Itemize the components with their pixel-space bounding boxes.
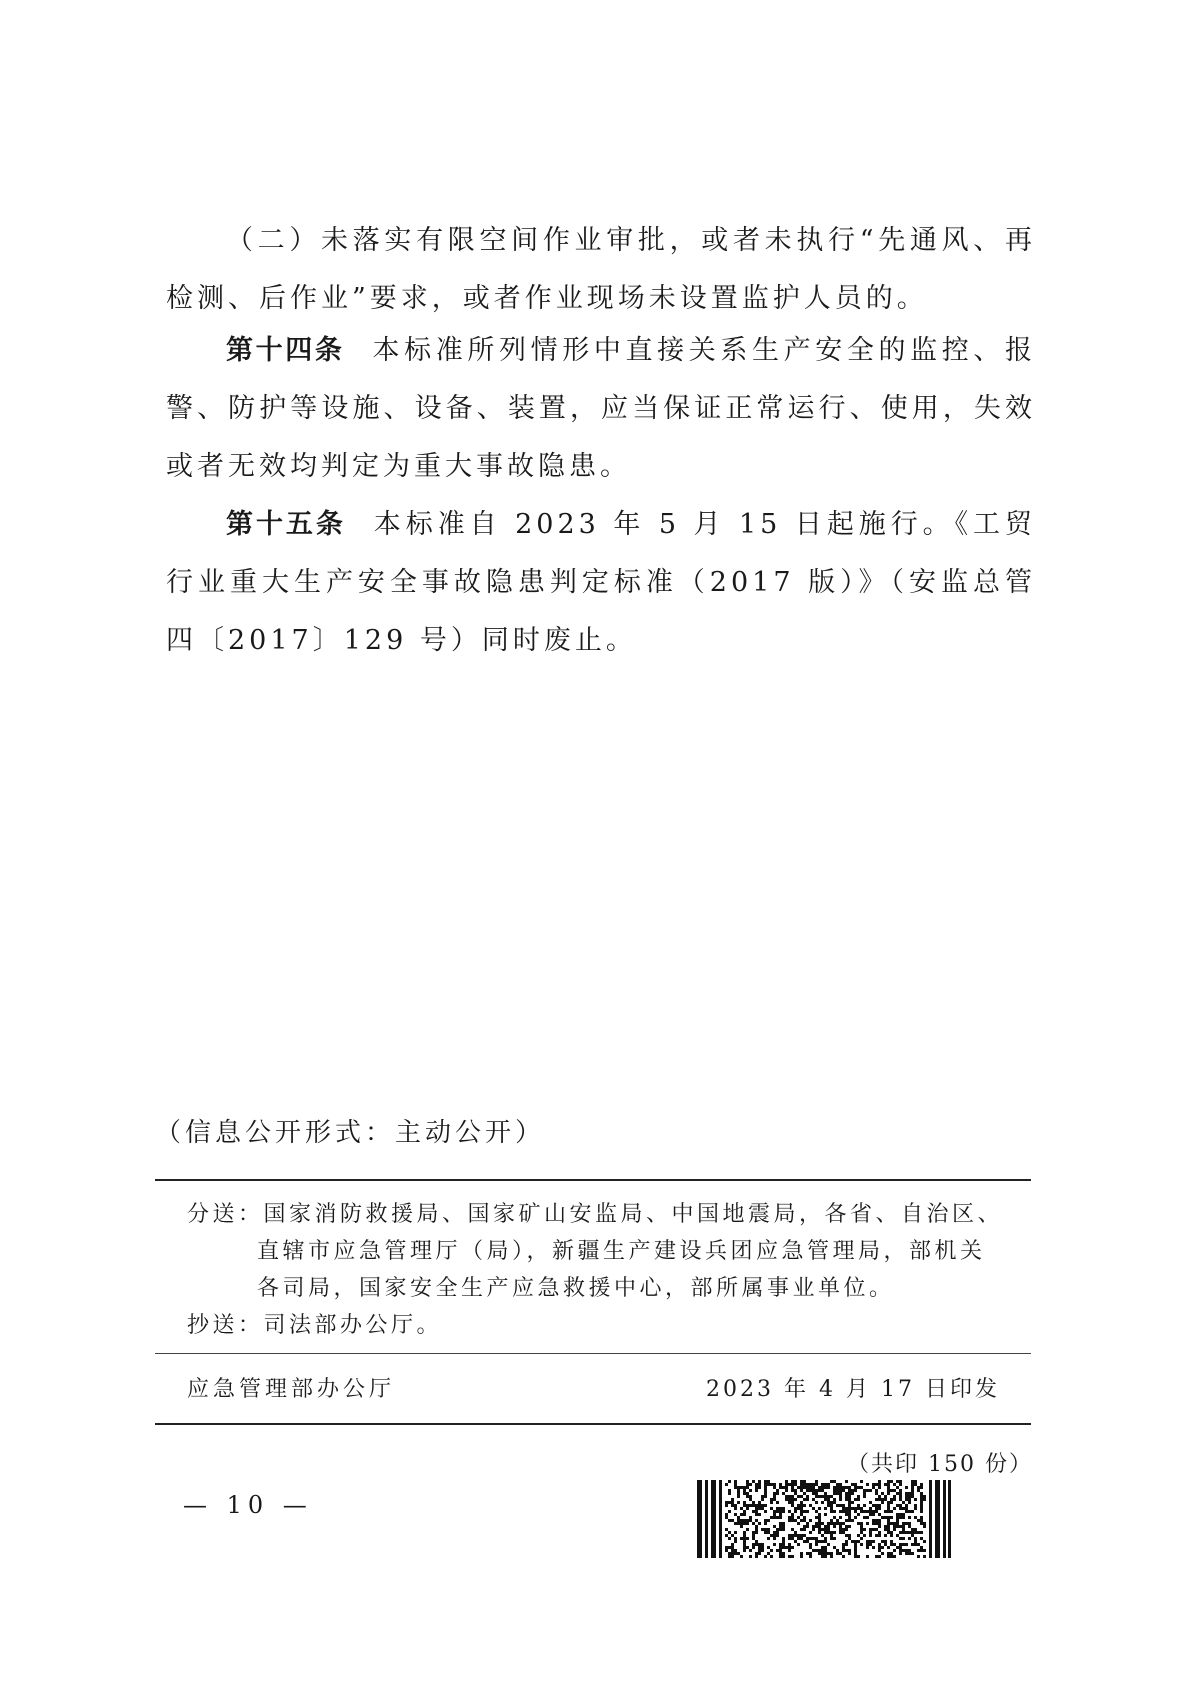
cc-line: 抄送：司法部办公厅。 <box>187 1313 443 1338</box>
divider-top <box>155 1179 1031 1181</box>
disclosure-note: （信息公开形式：主动公开） <box>155 1118 546 1148</box>
article-14-title: 第十四条 <box>226 335 345 366</box>
divider-bottom <box>155 1423 1031 1425</box>
article-14 <box>166 322 1036 496</box>
paragraph-item-2: （二）未落实有限空间作业审批，或者未执行“先通风、再检测、后作业”要求，或者作业现场未设置监护人员的。 <box>166 225 1036 314</box>
issue-date: 2023 年 4 月 17 日印发 <box>706 1377 1000 1402</box>
article-14-text: 本标准所列情形中直接关系生产安全的监控、报警、防护等设施、设备、装置，应当保证正常运行、使用，失效或者无效均判定为重大事故隐患。 <box>166 335 1036 482</box>
send-to-line-1: 分送：国家消防救援局、国家矿山安监局、中国地震局，各省、自治区、 <box>187 1202 1004 1227</box>
page-number: — 10 — <box>183 1491 313 1519</box>
send-to-line-3: 各司局，国家安全生产应急救援中心，部所属事业单位。 <box>257 1276 895 1301</box>
send-to-line-2: 直辖市应急管理厅（局），新疆生产建设兵团应急管理局，部机关 <box>257 1239 986 1264</box>
article-15-title: 第十五条 <box>226 509 346 540</box>
article-15 <box>166 496 1036 670</box>
issuer: 应急管理部办公厅 <box>187 1377 396 1402</box>
divider-middle <box>155 1353 1031 1354</box>
barcode-image <box>697 1480 951 1558</box>
copies-count: （共印 150 份） <box>847 1452 1033 1477</box>
distribution-block <box>187 1196 1037 1344</box>
article-15-text: 本标准自 2023 年 5 月 15 日起施行。《工贸行业重大生产安全事故隐患判定标准（2017 版）》（安监总管四〔2017〕129 号）同时废止。 <box>166 509 1037 656</box>
